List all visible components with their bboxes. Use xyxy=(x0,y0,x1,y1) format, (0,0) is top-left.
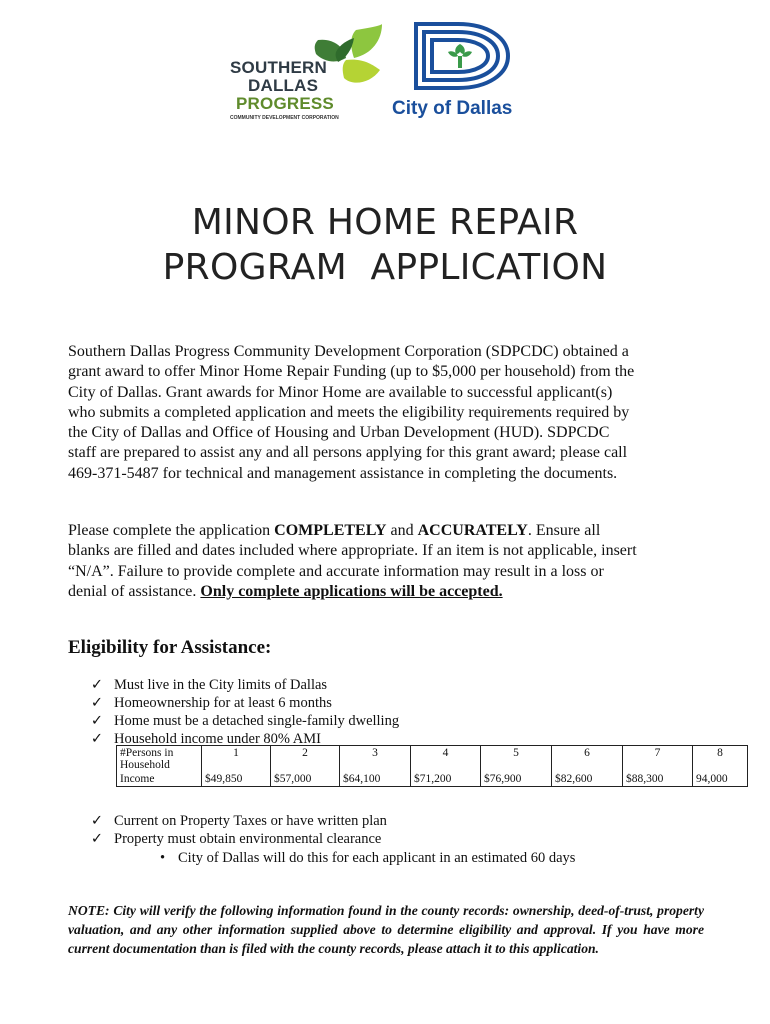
income-row-header: Income xyxy=(117,772,202,787)
eligibility-item-text: Home must be a detached single-family dwelling xyxy=(114,713,400,729)
sdp-logo-line2: DALLAS xyxy=(248,76,319,95)
table-row xyxy=(117,772,748,787)
income-cell: $71,200 xyxy=(411,772,481,787)
eligibility-item-text: Must live in the City limits of Dallas xyxy=(114,677,328,693)
persons-cell: 8 xyxy=(693,746,748,773)
sdp-logo-line3: PROGRESS xyxy=(236,94,334,113)
checkmark-icon: ✓ xyxy=(90,731,104,747)
checkmark-icon: ✓ xyxy=(90,831,104,847)
income-cell: $57,000 xyxy=(271,772,340,787)
income-cell: $76,900 xyxy=(481,772,552,787)
persons-cell: 5 xyxy=(481,746,552,773)
bullet-icon: • xyxy=(160,850,166,866)
accurately-emphasis: ACCURATELY xyxy=(417,522,528,539)
instructions-text: Please complete the application xyxy=(68,522,275,539)
eligibility-item-text: Household income under 80% AMI xyxy=(114,731,321,747)
eligibility-item xyxy=(90,812,387,830)
eligibility-item xyxy=(90,712,399,730)
persons-cell: 2 xyxy=(271,746,340,773)
income-cell: $64,100 xyxy=(340,772,411,787)
checkmark-icon: ✓ xyxy=(90,677,104,693)
persons-cell: 4 xyxy=(411,746,481,773)
city-of-dallas-logo xyxy=(392,20,542,130)
completely-emphasis: COMPLETELY xyxy=(274,522,387,539)
complete-applications-warning: Only complete applications will be accepted. xyxy=(200,582,503,600)
intro-line: who submits a completed application and meets the eligibility requirements required by xyxy=(68,403,630,421)
intro-line: staff are prepared to assist any and all persons applying for this grant award; please call xyxy=(68,444,628,462)
checkmark-icon: ✓ xyxy=(90,713,104,729)
instructions-paragraph xyxy=(68,521,708,602)
title-line1: MINOR HOME REPAIR xyxy=(191,202,579,243)
persons-cell: 6 xyxy=(552,746,623,773)
environmental-clearance-note xyxy=(160,849,575,867)
sdp-logo-line4: COMMUNITY DEVELOPMENT CORPORATION xyxy=(230,115,339,121)
instructions-line1 xyxy=(68,521,708,541)
city-of-dallas-d-icon xyxy=(412,20,512,92)
sdp-logo-line1: SOUTHERN xyxy=(230,58,327,77)
eligibility-item xyxy=(90,830,387,848)
intro-paragraph xyxy=(68,342,708,484)
intro-line: Southern Dallas Progress Community Development Corporation (SDPCDC) obtained a xyxy=(68,343,629,360)
intro-line: City of Dallas. Grant awards for Minor Home are available to successful applicant(s) xyxy=(68,383,613,401)
eligibility-item-text: Current on Property Taxes or have written plan xyxy=(114,813,387,829)
eligibility-heading: Eligibility for Assistance: xyxy=(68,637,272,658)
income-cell: 94,000 xyxy=(693,772,748,787)
intro-line: 469-371-5487 for technical and management assistance in completing the documents. xyxy=(68,464,618,482)
eligibility-item-text: Property must obtain environmental clearance xyxy=(114,831,382,847)
eligibility-item xyxy=(90,676,399,694)
persons-row-header: #Persons in Household xyxy=(117,746,202,773)
persons-cell: 1 xyxy=(202,746,271,773)
eligibility-checklist xyxy=(90,676,399,748)
sub-bullet-text: City of Dallas will do this for each applicant in an estimated 60 days xyxy=(178,850,576,866)
title-line2: PROGRAM APPLICATION xyxy=(162,247,608,288)
eligibility-item-text: Homeownership for at least 6 months xyxy=(114,695,332,711)
table-row xyxy=(117,746,748,773)
instructions-line3: “N/A”. Failure to provide complete and accurate information may result in a loss or xyxy=(68,562,604,580)
income-cell: $49,850 xyxy=(202,772,271,787)
instructions-line4 xyxy=(68,582,708,602)
persons-cell: 3 xyxy=(340,746,411,773)
eligibility-checklist-continued xyxy=(90,812,387,848)
city-of-dallas-name: City of Dallas xyxy=(392,98,513,119)
persons-cell: 7 xyxy=(623,746,693,773)
instructions-text: . Ensure all xyxy=(527,522,601,539)
eligibility-item xyxy=(90,694,399,712)
checkmark-icon: ✓ xyxy=(90,695,104,711)
instructions-text: denial of assistance. xyxy=(68,582,201,600)
income-cell: $88,300 xyxy=(623,772,693,787)
header-logos xyxy=(0,20,770,130)
ami-income-table xyxy=(116,745,748,787)
southern-dallas-progress-logo xyxy=(226,24,376,124)
instructions-text: and xyxy=(386,522,418,539)
instructions-line2: blanks are filled and dates included where appropriate. If an item is not applicable, insert xyxy=(68,542,637,560)
checkmark-icon: ✓ xyxy=(90,813,104,829)
income-cell: $82,600 xyxy=(552,772,623,787)
intro-line: grant award to offer Minor Home Repair Funding (up to $5,000 per household) from the xyxy=(68,363,635,381)
county-records-note: NOTE: City will verify the following information found in the county records: ownership, deed-of-trust, property valuation, and any other information supplied above to determine eligibility and approval. If you have more current documentation than is filed with the county records, please attach it to this application. xyxy=(68,903,704,956)
page-title xyxy=(0,200,770,290)
intro-line: the City of Dallas and Office of Housing and Urban Development (HUD). SDPCDC xyxy=(68,424,610,442)
